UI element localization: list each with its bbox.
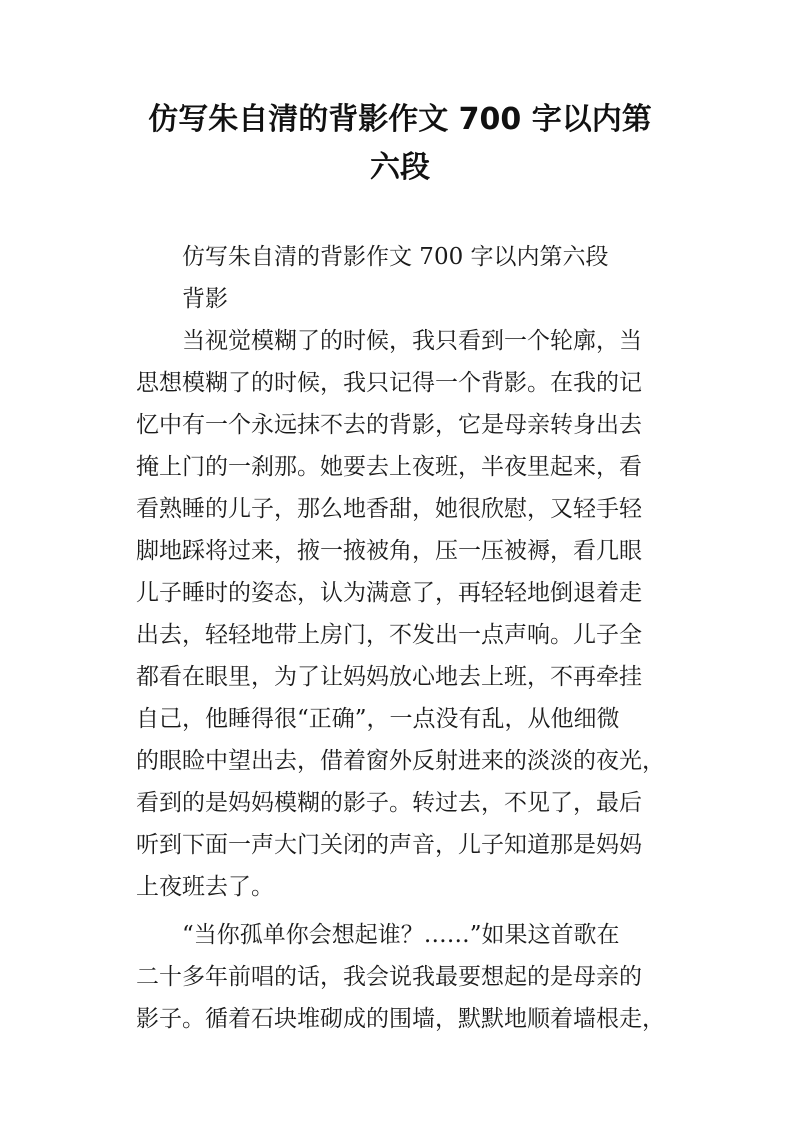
paragraph-line: 的眼睑中望出去，借着窗外反射进来的淡淡的夜光， [136, 748, 665, 774]
paragraph-line: 听到下面一声大门关闭的声音，儿子知道那是妈妈 [136, 832, 642, 858]
body-heading: 仿写朱自清的背影作文 700 字以内第六段 [182, 244, 609, 270]
paragraph-line: 上夜班去了。 [136, 874, 274, 900]
paragraph-line: 当视觉模糊了的时候，我只看到一个轮廓，当 [182, 328, 642, 354]
paragraph-line: 忆中有一个永远抹不去的背影，它是母亲转身出去 [136, 412, 642, 438]
paragraph-line: “当你孤单你会想起谁？……”如果这首歌在 [182, 922, 620, 948]
document-title [100, 96, 700, 192]
title-line: 六段 [370, 150, 430, 185]
body-subheading: 背影 [182, 286, 228, 312]
paragraph-line: 脚地踩将过来，掖一掖被角，压一压被褥，看几眼 [136, 538, 642, 564]
paragraph-line: 看熟睡的儿子，那么地香甜，她很欣慰，又轻手轻 [136, 496, 642, 522]
paragraph-line: 都看在眼里，为了让妈妈放心地去上班，不再牵挂 [136, 664, 642, 690]
paragraph-line: 影子。循着石块堆砌成的围墙，默默地顺着墙根走， [136, 1006, 665, 1032]
paragraph-1 [136, 320, 676, 908]
paragraph-line: 自己，他睡得很“正确”，一点没有乱，从他细微 [136, 706, 620, 732]
paragraph-2 [136, 914, 676, 1040]
paragraph-line: 儿子睡时的姿态，认为满意了，再轻轻地倒退着走 [136, 580, 642, 606]
document-body [136, 236, 676, 1040]
paragraph-line: 出去，轻轻地带上房门，不发出一点声响。儿子全 [136, 622, 642, 648]
paragraph-line: 二十多年前唱的话，我会说我最要想起的是母亲的 [136, 964, 642, 990]
title-line: 仿写朱自清的背影作文 700 字以内第 [148, 102, 652, 137]
paragraph-line: 看到的是妈妈模糊的影子。转过去，不见了，最后 [136, 790, 642, 816]
paragraph-line: 掩上门的一刹那。她要去上夜班，半夜里起来，看 [136, 454, 642, 480]
paragraph-line: 思想模糊了的时候，我只记得一个背影。在我的记 [136, 370, 642, 396]
